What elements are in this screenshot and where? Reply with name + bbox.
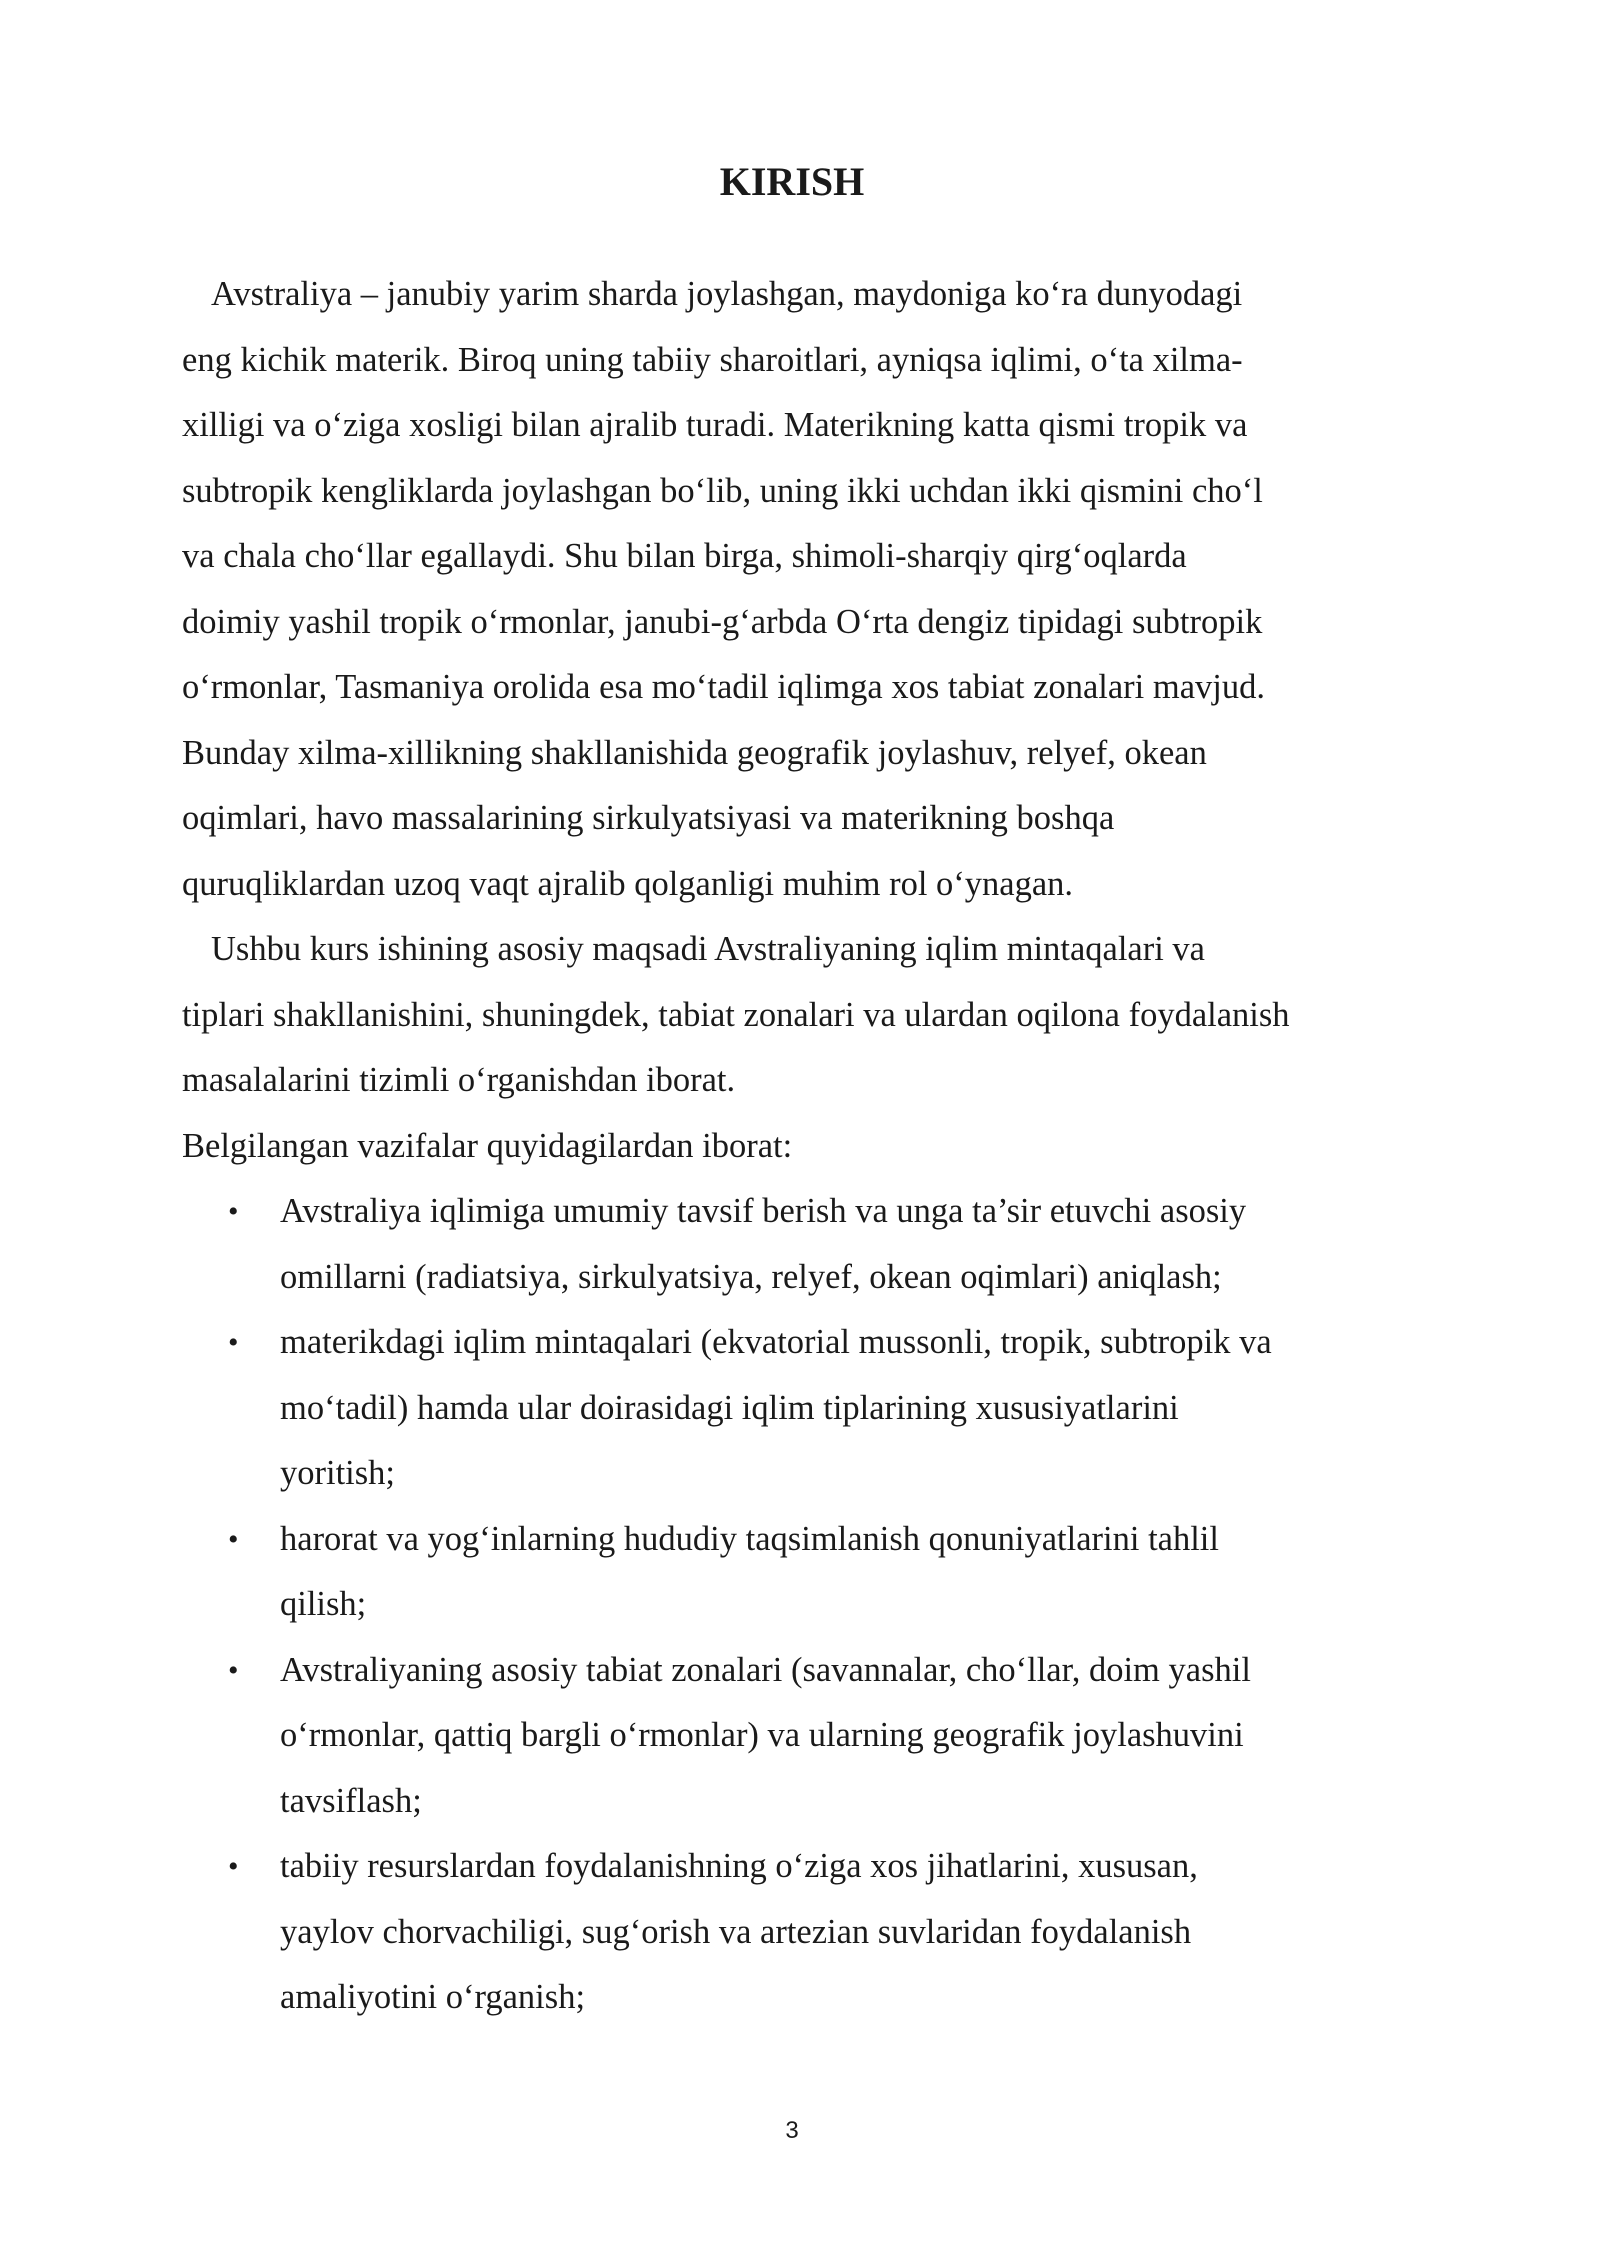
paragraph-line: Ushbu kurs ishining asosiy maqsadi Avstraliyaning iqlim mintaqalari va: [211, 930, 1205, 968]
list-item-line: Avstraliya iqlimiga umumiy tavsif berish va unga ta’sir etuvchi asosiy: [280, 1192, 1247, 1230]
bullet-icon: •: [228, 1195, 239, 1228]
list-item-line: omillarni (radiatsiya, sirkulyatsiya, relyef, okean oqimlari) aniqlash;: [280, 1257, 1222, 1296]
list-item-line: yoritish;: [280, 1454, 396, 1492]
bullet-icon: •: [228, 1326, 239, 1359]
bullet-icon: •: [228, 1653, 239, 1687]
list-item: [182, 1638, 1412, 1835]
list-item-line: yaylov chorvachiligi, sug‘orish va artezian suvlaridan foydalanish: [280, 1912, 1192, 1951]
bullet-icon: •: [228, 1522, 239, 1556]
goal-paragraph: [182, 917, 1412, 1114]
paragraph-line: quruqliklardan uzoq vaqt ajralib qolganligi muhim rol o‘ynagan.: [182, 864, 1074, 903]
paragraph-line: Bunday xilma-xillikning shakllanishida geografik joylashuv, relyef, okean: [182, 733, 1207, 772]
list-item-line: tabiiy resurslardan foydalanishning o‘ziga xos jihatlarini, xususan,: [280, 1847, 1198, 1885]
list-item-line: qilish;: [280, 1585, 367, 1623]
list-item-line: o‘rmonlar, qattiq bargli o‘rmonlar) va ularning geografik joylashuvini: [280, 1716, 1244, 1754]
list-item-line: Avstraliyaning asosiy tabiat zonalari (savannalar, cho‘llar, doim yashil: [280, 1650, 1251, 1689]
paragraph-line: xilligi va o‘ziga xosligi bilan ajralib turadi. Materikning katta qismi tropik va: [182, 406, 1248, 444]
list-item: [182, 1834, 1412, 2031]
paragraph-line: tiplari shakllanishini, shuningdek, tabiat zonalari va ulardan oqilona foydalanish: [182, 995, 1290, 1034]
paragraph-line: subtropik kengliklarda joylashgan bo‘lib, uning ikki uchdan ikki qismini cho‘l: [182, 471, 1263, 510]
paragraph-line: va chala cho‘llar egallaydi. Shu bilan birga, shimoli-sharqiy qirg‘oqlarda: [182, 537, 1187, 575]
paragraph-line: eng kichik materik. Biroq uning tabiiy sharoitlari, ayniqsa iqlimi, o‘ta xilma-: [182, 340, 1243, 379]
tasks-list: [182, 1179, 1412, 2031]
list-item-line: materikdagi iqlim mintaqalari (ekvatorial mussonli, tropik, subtropik va: [280, 1323, 1272, 1361]
list-item-line: harorat va yog‘inlarning hududiy taqsimlanish qonuniyatlarini tahlil: [280, 1519, 1219, 1558]
page-title: KIRISH: [719, 159, 865, 204]
list-item: [182, 1179, 1412, 1310]
paragraph-line: oqimlari, havo massalarining sirkulyatsiyasi va materikning boshqa: [182, 799, 1115, 837]
list-item: [182, 1507, 1412, 1638]
list-item-line: tavsiflash;: [280, 1781, 422, 1820]
paragraph-line: Avstraliya – janubiy yarim sharda joylashgan, maydoniga ko‘ra dunyodagi: [211, 275, 1243, 313]
paragraph-line: o‘rmonlar, Tasmaniya orolida esa mo‘tadil iqlimga xos tabiat zonalari mavjud.: [182, 668, 1265, 706]
tasks-heading: Belgilangan vazifalar quyidagilardan iborat:: [182, 1126, 793, 1165]
list-item: [182, 1310, 1412, 1507]
body-text: [182, 262, 1412, 2031]
bullet-icon: •: [228, 1850, 239, 1883]
page-number: 3: [785, 2117, 799, 2144]
paragraph-line: doimiy yashil tropik o‘rmonlar, janubi-g‘arbda O‘rta dengiz tipidagi subtropik: [182, 602, 1263, 641]
list-item-line: mo‘tadil) hamda ular doirasidagi iqlim tiplarining xususiyatlarini: [280, 1388, 1179, 1427]
intro-paragraph: [182, 262, 1412, 917]
paragraph-line: masalalarini tizimli o‘rganishdan iborat.: [182, 1061, 736, 1099]
list-item-line: amaliyotini o‘rganish;: [280, 1978, 586, 2016]
